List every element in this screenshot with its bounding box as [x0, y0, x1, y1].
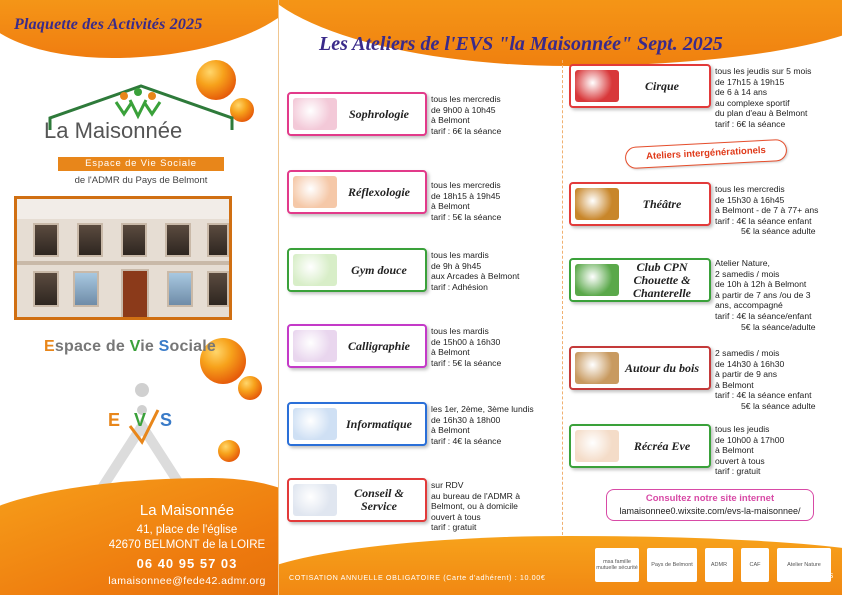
atelier-name: Réflexologie	[348, 184, 410, 199]
atelier-info-line: tous les mercredis	[431, 180, 501, 190]
atelier-info-line: tarif : 4€ la séance	[431, 435, 502, 446]
partner-logo: Pays de Belmont	[647, 548, 697, 582]
atelier-name: Théâtre	[642, 196, 682, 211]
logo-subtitle-bar: Espace de Vie Sociale	[58, 157, 224, 171]
atelier-info	[431, 326, 501, 368]
evs-logo-icon	[92, 380, 192, 490]
atelier-info	[715, 66, 811, 130]
atelier-info-line: ouvert à tous	[431, 511, 481, 522]
atelier-card	[569, 64, 711, 108]
atelier-card	[287, 402, 427, 446]
atelier-image-icon	[575, 188, 619, 220]
atelier-info-line: tarif : 4€ la séance enfant	[715, 215, 812, 226]
atelier-name: Sophrologie	[348, 106, 409, 121]
atelier-info-line: tarif : gratuit	[715, 466, 761, 477]
atelier-info-line: de 9h00 à 10h45	[431, 104, 496, 115]
atelier-name: Gym douce	[351, 262, 407, 277]
atelier-info-line: tous les mardis	[431, 326, 489, 336]
atelier-image-icon	[293, 408, 337, 440]
atelier-card	[569, 258, 711, 302]
atelier-info-line: tous les mercredis	[715, 184, 785, 194]
atelier-info-line: les 1er, 2ème, 3ème lundis	[431, 404, 534, 414]
atelier-info-line: au bureau de l'ADMR à	[431, 490, 521, 501]
atelier-info	[715, 424, 784, 477]
address-name: La Maisonnée	[139, 502, 235, 519]
address-block	[92, 502, 278, 587]
atelier-card	[569, 182, 711, 226]
atelier-name: Autour du bois	[624, 360, 700, 375]
atelier-info-line: sur RDV	[431, 480, 464, 490]
evs-letters: EVS	[108, 410, 187, 430]
atelier-info	[431, 180, 501, 222]
atelier-image-icon	[293, 176, 337, 208]
intergenerational-badge: Ateliers intergénérationels	[625, 139, 788, 169]
atelier-info-line: de 10h00 à 17h00	[715, 434, 785, 445]
atelier-info-line: à partir de 7 ans /ou de 3	[715, 289, 811, 300]
address-email: lamaisonnee@fede42.admr.org	[108, 575, 266, 587]
website-link[interactable]: lamaisonnee0.wixsite.com/evs-la-maisonnee/	[619, 506, 801, 516]
atelier-info-line: de 15h30 à 16h45	[715, 194, 785, 205]
atelier-info-line: au complexe sportif	[715, 97, 790, 108]
atelier-info-line: tarif : 5€ la séance	[431, 211, 502, 222]
atelier-info-line: tarif : 4€ la séance/enfant	[715, 310, 812, 321]
atelier-card	[569, 346, 711, 390]
atelier-name: Conseil & Service	[354, 486, 404, 513]
right-panel	[278, 0, 842, 595]
atelier-info-line: à Belmont	[431, 347, 470, 358]
atelier-info-line: tarif : 5€ la séance	[431, 357, 502, 368]
address-phone: 06 40 95 57 03	[136, 556, 238, 571]
atelier-info-line: à Belmont	[431, 201, 470, 212]
atelier-name: Calligraphie	[347, 338, 410, 353]
atelier-info-line: à Belmont	[431, 115, 470, 126]
atelier-name: Récréa Eve	[633, 438, 691, 453]
atelier-info-line: ans, accompagné	[715, 300, 783, 311]
atelier-image-icon	[293, 98, 337, 130]
atelier-image-icon	[293, 330, 337, 362]
atelier-info-line: Belmont, ou à domicile	[431, 501, 518, 512]
atelier-info-line: de 9h à 9h45	[431, 260, 482, 271]
atelier-card	[287, 92, 427, 136]
atelier-info-line: à Belmont	[715, 445, 754, 456]
atelier-info-line: à Belmont	[431, 425, 470, 436]
atelier-info-line: de 15h00 à 16h30	[431, 336, 501, 347]
partner-logo: msa famille mutuelle sécurité	[595, 548, 639, 582]
atelier-image-icon	[293, 254, 337, 286]
partner-logo: Atelier Nature	[777, 548, 831, 582]
atelier-info	[715, 348, 816, 412]
atelier-info-line: tarif : Adhésion	[431, 281, 488, 292]
atelier-info-line: 5€ la séance/adulte	[741, 321, 816, 332]
partner-logo: CAF	[741, 548, 769, 582]
atelier-info-line: tous les jeudis	[715, 424, 770, 434]
partner-logos	[595, 548, 834, 582]
address-street: 41, place de l'église	[136, 524, 238, 536]
atelier-name: Club CPN Chouette & Chanterelle	[632, 259, 691, 300]
atelier-name: Informatique	[345, 416, 412, 431]
atelier-info-line: tarif : gratuit	[431, 522, 477, 533]
atelier-card	[287, 248, 427, 292]
atelier-info-line: de 6 à 14 ans	[715, 87, 768, 98]
atelier-info-line: à Belmont	[715, 379, 754, 390]
address-city: 42670 BELMONT de la LOIRE	[108, 539, 266, 551]
atelier-image-icon	[293, 484, 337, 516]
atelier-card	[569, 424, 711, 468]
column-divider	[562, 60, 563, 550]
atelier-image-icon	[575, 264, 619, 296]
atelier-info	[715, 184, 818, 237]
atelier-info-line: tarif : 6€ la séance	[715, 118, 786, 129]
atelier-card	[287, 478, 427, 522]
atelier-card	[287, 324, 427, 368]
atelier-info-line: de 10h à 12h à Belmont	[715, 279, 807, 290]
atelier-info-line: de 17h15 à 19h15	[715, 76, 785, 87]
brochure-title: Plaquette des Activités 2025	[14, 16, 203, 33]
partner-logo: ADMR	[705, 548, 733, 582]
evs-left-title: Espace de Vie Sociale	[44, 338, 217, 355]
atelier-info-line: de 14h30 à 16h30	[715, 358, 785, 369]
atelier-info-line: tous les mercredis	[431, 94, 501, 104]
logo-subline: de l'ADMR du Pays de Belmont	[74, 175, 208, 186]
atelier-info-line: tous les jeudis sur 5 mois	[715, 66, 812, 76]
ateliers-title: Les Ateliers de l'EVS "la Maisonnée" Sept. 2025	[319, 33, 723, 55]
atelier-info-line: 5€ la séance adulte	[741, 226, 816, 237]
atelier-info	[431, 404, 534, 446]
atelier-info-line: à Belmont - de 7 à 77+ ans	[715, 205, 819, 216]
atelier-info-line: 5€ la séance adulte	[741, 400, 816, 411]
atelier-info-line: 2 samedis / mois	[715, 268, 780, 279]
website-box	[606, 489, 814, 521]
atelier-info	[431, 480, 520, 533]
atelier-card	[287, 170, 427, 214]
orange-ball-decoration	[218, 440, 240, 462]
atelier-info-line: aux Arcades à Belmont	[431, 271, 520, 282]
orange-ball-decoration	[238, 376, 262, 400]
atelier-info-line: tarif : 4€ la séance enfant	[715, 390, 812, 401]
atelier-info-line: du plan d'eau à Belmont	[715, 108, 808, 119]
atelier-name: Cirque	[644, 78, 679, 93]
left-panel	[0, 0, 278, 595]
atelier-info-line: tarif : 6€ la séance	[431, 125, 502, 136]
atelier-info-line: tous les mardis	[431, 250, 489, 260]
atelier-info	[715, 258, 816, 332]
atelier-info-line: de 18h15 à 19h45	[431, 190, 501, 201]
atelier-info-line: ouvert à tous	[715, 455, 765, 466]
atelier-image-icon	[575, 70, 619, 102]
atelier-info	[431, 94, 501, 136]
print-mark: IPNS	[817, 573, 834, 580]
atelier-image-icon	[575, 430, 619, 462]
atelier-info	[431, 250, 519, 292]
cotisation-note: COTISATION ANNUELLE OBLIGATOIRE (Carte d'adhérent) : 10.00€	[289, 573, 546, 582]
atelier-info-line: à partir de 9 ans	[715, 369, 778, 380]
website-title: Consultez notre site internet	[645, 493, 775, 504]
atelier-image-icon	[575, 352, 619, 384]
building-photo	[14, 196, 232, 320]
atelier-info-line: de 16h30 à 18h00	[431, 414, 501, 425]
logo-name: La Maisonnée	[44, 118, 183, 143]
atelier-info-line: 2 samedis / mois	[715, 348, 780, 358]
atelier-info-line: Atelier Nature,	[715, 258, 770, 268]
